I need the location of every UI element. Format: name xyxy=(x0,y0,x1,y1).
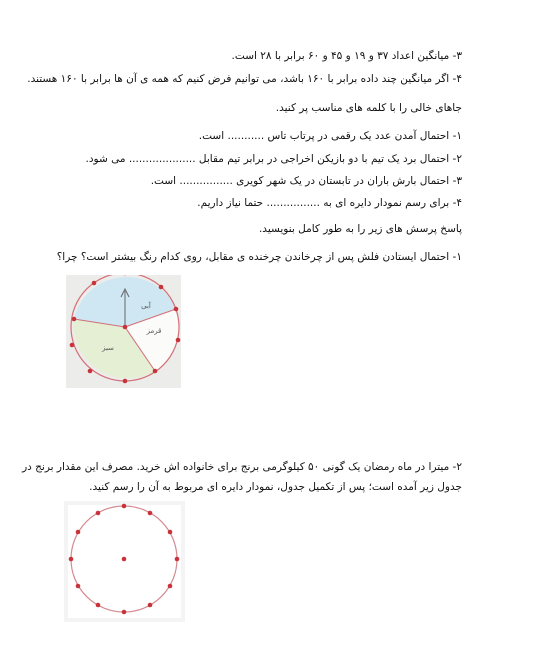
problem-2-line-1: ۲- میترا در ماه رمضان یک گونی ۵۰ کیلوگرمی برنج برای خانواده اش خرید. مصرف این مقدار برنج در xyxy=(22,461,462,473)
problem-2-line-2: جدول زیر آمده است؛ پس از تکمیل جدول، نمودار دایره ای مربوط به آن را رسم کنید. xyxy=(89,481,462,493)
fill-blank-4: ۴- برای رسم نمودار دایره ای به ................ حتما نیاز داریم. xyxy=(197,197,462,209)
spinner-label-red: قرمز xyxy=(146,327,162,335)
empty-circle-figure xyxy=(64,501,185,622)
spinner-label-blue: آبی xyxy=(141,302,151,310)
fill-blank-1: ۱- احتمال آمدن عدد یک رقمی در پرتاب تاس ........... است. xyxy=(198,130,462,142)
fill-blank-2: ۲- احتمال برد یک تیم با دو بازیکن اخراجی در برابر تیم مقابل .................... می شود. xyxy=(85,153,462,165)
spinner-figure xyxy=(66,275,181,388)
question-3: ۳- میانگین اعداد ۳۷ و ۱۹ و ۴۵ و ۶۰ برابر با ۲۸ است. xyxy=(231,50,462,62)
spinner-label-green: سبز xyxy=(102,344,114,352)
problem-1: ۱- احتمال ایستادن فلش پس از چرخاندن چرخنده ی مقابل، روی کدام رنگ بیشتر است؟ چرا؟ xyxy=(56,251,462,263)
fill-blank-3: ۳- احتمال بارش باران در تابستان در یک شهر کویری ................ است. xyxy=(150,175,462,187)
answer-heading: پاسخ پرسش های زیر را به طور کامل بنویسید. xyxy=(258,223,462,235)
question-4: ۴- اگر میانگین چند داده برابر با ۱۶۰ باشد، می توانیم فرض کنیم که همه ی آن ها برابر با ۱۶۰ هستند. xyxy=(27,73,462,85)
fill-blank-heading: جاهای خالی را با کلمه های مناسب پر کنید. xyxy=(275,102,462,114)
circle-paper xyxy=(68,505,181,618)
